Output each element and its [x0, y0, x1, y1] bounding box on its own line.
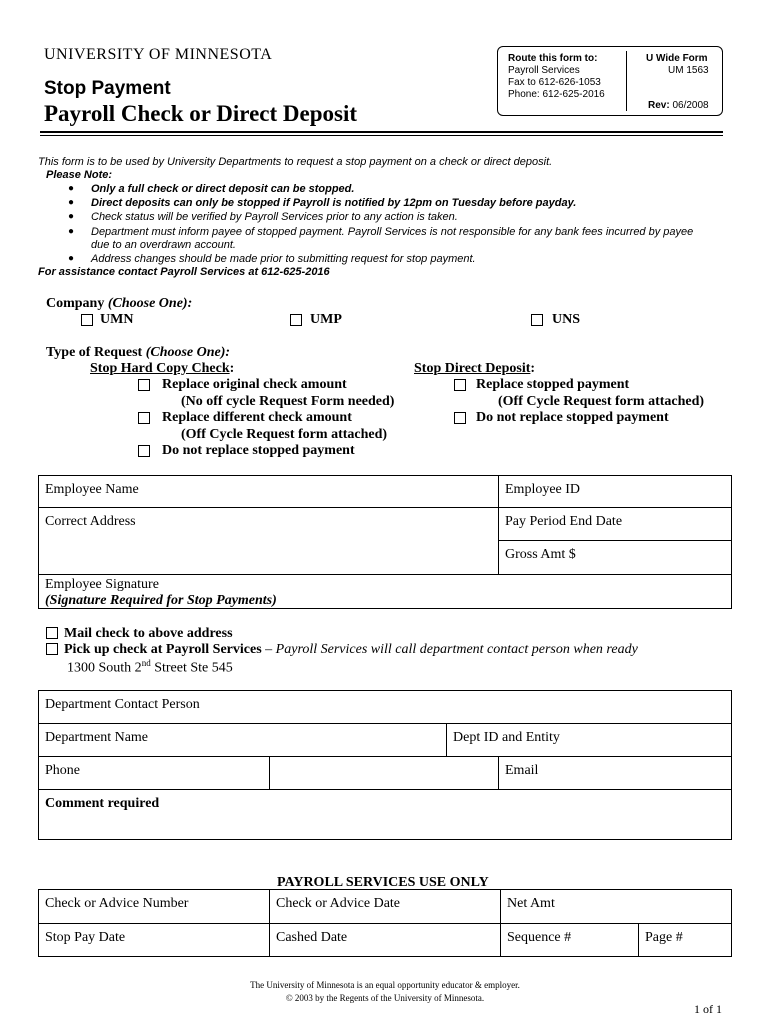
assistance-text: For assistance contact Payroll Services at 612-625-2016 [38, 266, 330, 278]
route-fax: Fax to 612-626-1053 [508, 77, 601, 88]
gross-amount-field[interactable] [498, 540, 732, 575]
note-item: Direct deposits can only be stopped if Payroll is notified by 12pm on Tuesday before payday. [91, 197, 577, 209]
stop-pay-date-field[interactable] [38, 923, 270, 957]
dept-id-field[interactable] [446, 723, 732, 757]
check-date-label: Check or Advice Date [276, 896, 401, 911]
phone-field[interactable] [269, 756, 499, 790]
email-label: Email [505, 763, 539, 778]
payroll-use-heading: PAYROLL SERVICES USE ONLY [277, 875, 489, 890]
department-contact-label: Department Contact Person [45, 697, 200, 712]
bullet-icon: ● [68, 211, 75, 222]
company-uns-checkbox[interactable] [531, 314, 543, 326]
replace-different-checkbox[interactable] [138, 412, 150, 424]
header-rule [40, 131, 723, 133]
check-number-label: Check or Advice Number [45, 896, 189, 911]
route-line1: Payroll Services [508, 65, 580, 76]
form-label: U Wide Form [646, 53, 708, 64]
employee-name-field[interactable] [38, 475, 499, 508]
note-item: Check status will be verified by Payroll Services prior to any action is taken. [91, 211, 458, 223]
replace-original-note: (No off cycle Request Form needed) [181, 394, 395, 409]
department-contact-field[interactable] [38, 690, 732, 724]
page-number-label: Page # [645, 930, 683, 945]
department-name-field[interactable] [38, 723, 447, 757]
pickup-check-checkbox[interactable] [46, 643, 58, 655]
gross-amount-label: Gross Amt $ [505, 547, 576, 562]
company-label: Company (Choose One): [46, 296, 193, 311]
check-number-field[interactable] [38, 889, 270, 924]
pay-period-field[interactable] [498, 507, 732, 541]
pay-period-label: Pay Period End Date [505, 514, 623, 529]
no-replace-check-checkbox[interactable] [138, 445, 150, 457]
note-item: due to an overdrawn account. [91, 239, 236, 251]
university-name: UNIVERSITY OF MINNESOTA [44, 46, 273, 63]
comment-label: Comment required [45, 796, 160, 811]
form-revision: Rev: 06/2008 [648, 100, 709, 111]
company-uns-label: UNS [552, 312, 581, 327]
payroll-address: 1300 South 2nd Street Ste 545 [67, 658, 233, 676]
email-field[interactable] [498, 756, 732, 790]
replace-stopped-checkbox[interactable] [454, 379, 466, 391]
cashed-date-field[interactable] [269, 923, 501, 957]
bullet-icon: ● [68, 197, 75, 208]
replace-stopped-label: Replace stopped payment [476, 377, 630, 392]
phone-label-cell [38, 756, 270, 790]
dept-id-label: Dept ID and Entity [453, 730, 560, 745]
bullet-icon: ● [68, 183, 75, 194]
employee-id-field[interactable] [498, 475, 732, 508]
replace-original-checkbox[interactable] [138, 379, 150, 391]
bullet-icon: ● [68, 253, 75, 264]
intro-text: This form is to be used by University Departments to request a stop payment on a check or direct deposit. [38, 156, 553, 168]
employee-signature-field[interactable] [38, 574, 732, 609]
sequence-field[interactable] [500, 923, 639, 957]
employee-table [38, 475, 732, 609]
department-name-label: Department Name [45, 730, 149, 745]
form-number: UM 1563 [668, 65, 709, 76]
page-number-field[interactable] [638, 923, 732, 957]
route-phone: Phone: 612-625-2016 [508, 89, 605, 100]
mail-check-label: Mail check to above address [64, 626, 233, 641]
no-replace-deposit-label: Do not replace stopped payment [476, 410, 669, 425]
cashed-date-label: Cashed Date [276, 930, 348, 945]
payroll-use-table [38, 889, 732, 957]
note-item: Department must inform payee of stopped payment. Payroll Services is not responsible for any bank fees incurred by payee [91, 226, 694, 238]
route-box [497, 46, 723, 116]
phone-label: Phone [45, 763, 80, 778]
footer-copyright: © 2003 by the Regents of the University of Minnesota. [285, 993, 485, 1003]
employee-signature-label: Employee Signature [45, 577, 159, 592]
replace-stopped-note: (Off Cycle Request form attached) [498, 394, 705, 409]
net-amount-field[interactable] [500, 889, 732, 924]
form-subtitle: Payroll Check or Direct Deposit [44, 101, 358, 126]
company-ump-checkbox[interactable] [290, 314, 302, 326]
direct-deposit-heading: Stop Direct Deposit: [414, 361, 536, 376]
replace-different-label: Replace different check amount [162, 410, 352, 425]
header-rule-thin [40, 135, 723, 136]
pickup-check-label: Pick up check at Payroll Services – Payroll Services will call department contact person when ready [64, 642, 638, 657]
net-amount-label: Net Amt [507, 896, 555, 911]
request-type-label: Type of Request (Choose One): [46, 345, 231, 360]
employee-name-label: Employee Name [45, 482, 139, 497]
company-ump-label: UMP [310, 312, 342, 327]
replace-different-note: (Off Cycle Request form attached) [181, 427, 388, 442]
bullet-icon: ● [68, 226, 75, 237]
footer-eeo: The University of Minnesota is an equal opportunity educator & employer. [250, 980, 520, 990]
no-replace-deposit-checkbox[interactable] [454, 412, 466, 424]
correct-address-label: Correct Address [45, 514, 136, 529]
mail-check-checkbox[interactable] [46, 627, 58, 639]
note-item: Address changes should be made prior to submitting request for stop payment. [91, 253, 476, 265]
department-table [38, 690, 732, 840]
check-date-field[interactable] [269, 889, 501, 924]
comment-field[interactable] [38, 789, 732, 840]
correct-address-field[interactable] [38, 507, 499, 575]
signature-required-note: (Signature Required for Stop Payments) [45, 593, 277, 608]
company-umn-checkbox[interactable] [81, 314, 93, 326]
route-label: Route this form to: [508, 53, 598, 64]
employee-id-label: Employee ID [505, 482, 581, 497]
company-umn-label: UMN [100, 312, 134, 327]
no-replace-check-label: Do not replace stopped payment [162, 443, 355, 458]
stop-pay-date-label: Stop Pay Date [45, 930, 126, 945]
form-title: Stop Payment [44, 78, 171, 99]
hard-copy-heading: Stop Hard Copy Check: [90, 361, 235, 376]
note-label: Please Note: [46, 169, 113, 181]
page-indicator: 1 of 1 [694, 1002, 722, 1016]
sequence-label: Sequence # [507, 930, 572, 945]
replace-original-label: Replace original check amount [162, 377, 347, 392]
note-item: Only a full check or direct deposit can be stopped. [91, 183, 355, 195]
